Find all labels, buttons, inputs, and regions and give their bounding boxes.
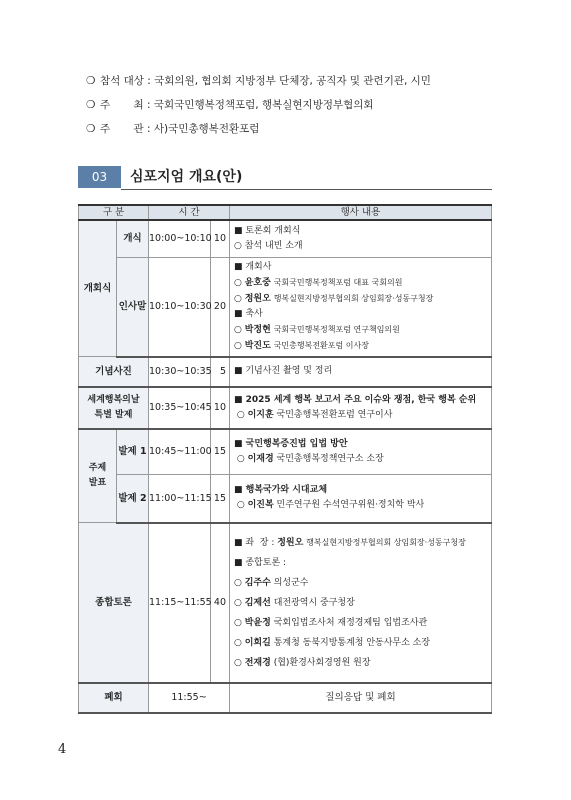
person-name: 김제선 — [244, 597, 271, 608]
category-cell — [79, 429, 117, 523]
content-line: ○ 이희길 통계청 동북지방통계청 안동사무소 소장 — [234, 637, 431, 648]
content-line: ■ 토론회 개회식 — [234, 225, 301, 236]
person-name: 김주수 — [244, 577, 271, 588]
content-cell — [230, 429, 492, 475]
subcategory-cell: 인사말 — [117, 257, 149, 357]
content-cell — [230, 523, 492, 683]
person-role: 행복실현지방정부협의회 상임회장·성동구청장 — [273, 293, 434, 303]
category-cell: 종합토론 — [79, 523, 149, 683]
program-table — [78, 204, 492, 714]
section-header — [78, 164, 492, 190]
content-line: ○ 박윤정 국회입법조사처 재정경제팀 입법조사관 — [234, 617, 428, 628]
person-role: 국민총행복정책연구소 소장 — [276, 453, 384, 464]
content-cell — [230, 387, 492, 429]
subcategory-cell: 발제 1 — [117, 429, 149, 475]
person-name: 박진도 — [244, 340, 271, 351]
info-attendees — [86, 74, 431, 88]
person-name: 윤호중 — [244, 277, 271, 288]
time-cell: 11:55~ — [149, 683, 230, 713]
content-line: ○ 김주수 의성군수 — [234, 577, 309, 588]
table-row — [79, 429, 492, 475]
info-host — [86, 98, 374, 112]
header-category: 구 분 — [79, 205, 149, 220]
circle-bullet-icon: ❍ — [86, 123, 96, 135]
table-row — [79, 220, 492, 257]
time-cell: 10:30~10:35 — [149, 357, 211, 387]
section-title: 심포지엄 개요(안) — [130, 169, 243, 185]
content-line: ○ 이재경 국민총행복정책연구소 소장 — [234, 453, 384, 464]
person-name: 이희길 — [244, 637, 271, 648]
table-row — [79, 523, 492, 683]
person-name: 이재경 — [247, 453, 274, 464]
duration-cell: 20 — [211, 257, 230, 357]
content-line: ■ 2025 세계 행복 보고서 주요 이슈와 쟁점, 한국 행복 순위 — [234, 394, 477, 405]
content-line: ○ 윤호중 국회국민행복정책포럼 대표 국회의원 — [234, 277, 403, 288]
subcategory-cell: 개식 — [117, 220, 149, 257]
page-number: 4 — [58, 742, 67, 757]
duration-cell: 15 — [211, 429, 230, 475]
info-colon: : — [143, 99, 154, 111]
person-role: 통계청 동북지방통계청 안동사무소 소장 — [273, 637, 431, 648]
time-cell: 11:15~11:55 — [149, 523, 211, 683]
content-line: ○ 정원오 행복실현지방정부협의회 상임회장·성동구청장 — [234, 293, 434, 304]
info-label: 주 최 — [100, 99, 144, 111]
content-cell — [230, 357, 492, 387]
content-line: ■ 축사 — [234, 308, 263, 319]
person-role: 의성군수 — [273, 577, 309, 588]
table-row — [79, 257, 492, 357]
person-role: 국회국민행복정책포럼 대표 국회의원 — [273, 277, 403, 287]
duration-cell: 40 — [211, 523, 230, 683]
person-role: 국회국민행복정책포럼 연구책임의원 — [273, 324, 400, 334]
duration-cell: 5 — [211, 357, 230, 387]
info-organizer — [86, 122, 259, 136]
content-line: ■ 개회사 — [234, 261, 272, 272]
content-line: ■ 국민행복증진법 입법 방안 — [234, 438, 348, 449]
person-role: 국민총행복전환포럼 연구이사 — [276, 409, 393, 420]
time-cell: 10:45~11:00 — [149, 429, 211, 475]
time-cell: 10:35~10:45 — [149, 387, 211, 429]
category-line: 특별 발제 — [94, 409, 133, 420]
section-rule — [121, 189, 492, 190]
category-cell — [79, 387, 149, 429]
content-line: ○ 이지훈 국민총행복전환포럼 연구이사 — [234, 409, 393, 420]
person-name: 이진복 — [247, 500, 274, 511]
category-cell: 폐회 — [79, 683, 149, 713]
category-cell: 기념사진 — [79, 357, 149, 387]
time-cell: 10:00~10:10 — [149, 220, 211, 257]
content-line: ■ 종합토론 : — [234, 557, 287, 568]
content-cell — [230, 257, 492, 357]
person-role: (협)환경사회경영원 원장 — [273, 657, 371, 668]
person-name: 정원오 — [277, 537, 304, 548]
content-line: ■ 행복국가와 시대교체 — [234, 485, 328, 496]
info-label: 주 관 — [100, 123, 144, 135]
table-row — [79, 357, 492, 387]
table-row — [79, 387, 492, 429]
person-name: 정원오 — [244, 293, 271, 304]
person-name: 전재경 — [244, 657, 271, 668]
content-line: ○ 김제선 대전광역시 중구청장 — [234, 597, 355, 608]
person-name: 박윤정 — [244, 617, 271, 628]
content-line — [234, 533, 487, 553]
info-colon: : — [143, 123, 154, 135]
chair-prefix: ■ 좌 장 : — [234, 537, 278, 548]
category-line: 세계행복의날 — [87, 394, 140, 405]
table-row — [79, 683, 492, 713]
section-number: 03 — [78, 166, 121, 188]
content-line: ○ 이진복 민주연구원 수석연구위원·정치학 박사 — [234, 500, 425, 511]
header-time: 시 간 — [149, 205, 230, 220]
table-row — [79, 475, 492, 523]
content-cell — [230, 475, 492, 523]
content-line: ○ 참석 내빈 소개 — [234, 240, 303, 251]
category-line: 발표 — [88, 477, 107, 488]
content-line: ■ 기념사진 촬영 및 정리 — [234, 366, 333, 376]
subcategory-cell: 발제 2 — [117, 475, 149, 523]
duration-cell: 10 — [211, 220, 230, 257]
info-value: 국회의원, 협의회 지방정부 단체장, 공직자 및 관련기관, 시민 — [154, 75, 431, 87]
content-line: ○ 박진도 국민총행복전환포럼 이사장 — [234, 340, 369, 351]
info-colon: : — [143, 75, 155, 87]
content-line: ○ 박정현 국회국민행복정책포럼 연구책임의원 — [234, 324, 400, 335]
person-role: 국민총행복전환포럼 이사장 — [273, 340, 369, 350]
circle-bullet-icon: ❍ — [86, 75, 96, 87]
duration-cell: 15 — [211, 475, 230, 523]
person-name: 이지훈 — [247, 409, 274, 420]
table-header-row — [79, 205, 492, 220]
info-label: 참석 대상 — [100, 75, 144, 87]
circle-bullet-icon: ❍ — [86, 99, 96, 111]
header-content: 행사 내용 — [230, 205, 492, 220]
person-role: 국회입법조사처 재정경제팀 입법조사관 — [273, 617, 428, 628]
person-name: 박정현 — [244, 324, 271, 335]
time-cell: 11:00~11:15 — [149, 475, 211, 523]
duration-cell: 10 — [211, 387, 230, 429]
content-cell: 질의응답 및 폐회 — [230, 683, 492, 713]
content-line: ○ 전재경 (협)환경사회경영원 원장 — [234, 657, 371, 668]
content-cell — [230, 220, 492, 257]
person-role: 민주연구원 수석연구위원·정치학 박사 — [276, 500, 425, 511]
time-cell: 10:10~10:30 — [149, 257, 211, 357]
category-cell: 개회식 — [79, 220, 117, 357]
person-role: 행복실현지방정부협의회 상임회장·성동구청장 — [306, 537, 466, 547]
person-role: 대전광역시 중구청장 — [273, 597, 355, 608]
category-line: 주제 — [88, 462, 107, 473]
info-value: 사)국민총행복전환포럼 — [153, 123, 260, 135]
info-value: 국회국민행복정책포럼, 행복실현지방정부협의회 — [153, 99, 374, 111]
